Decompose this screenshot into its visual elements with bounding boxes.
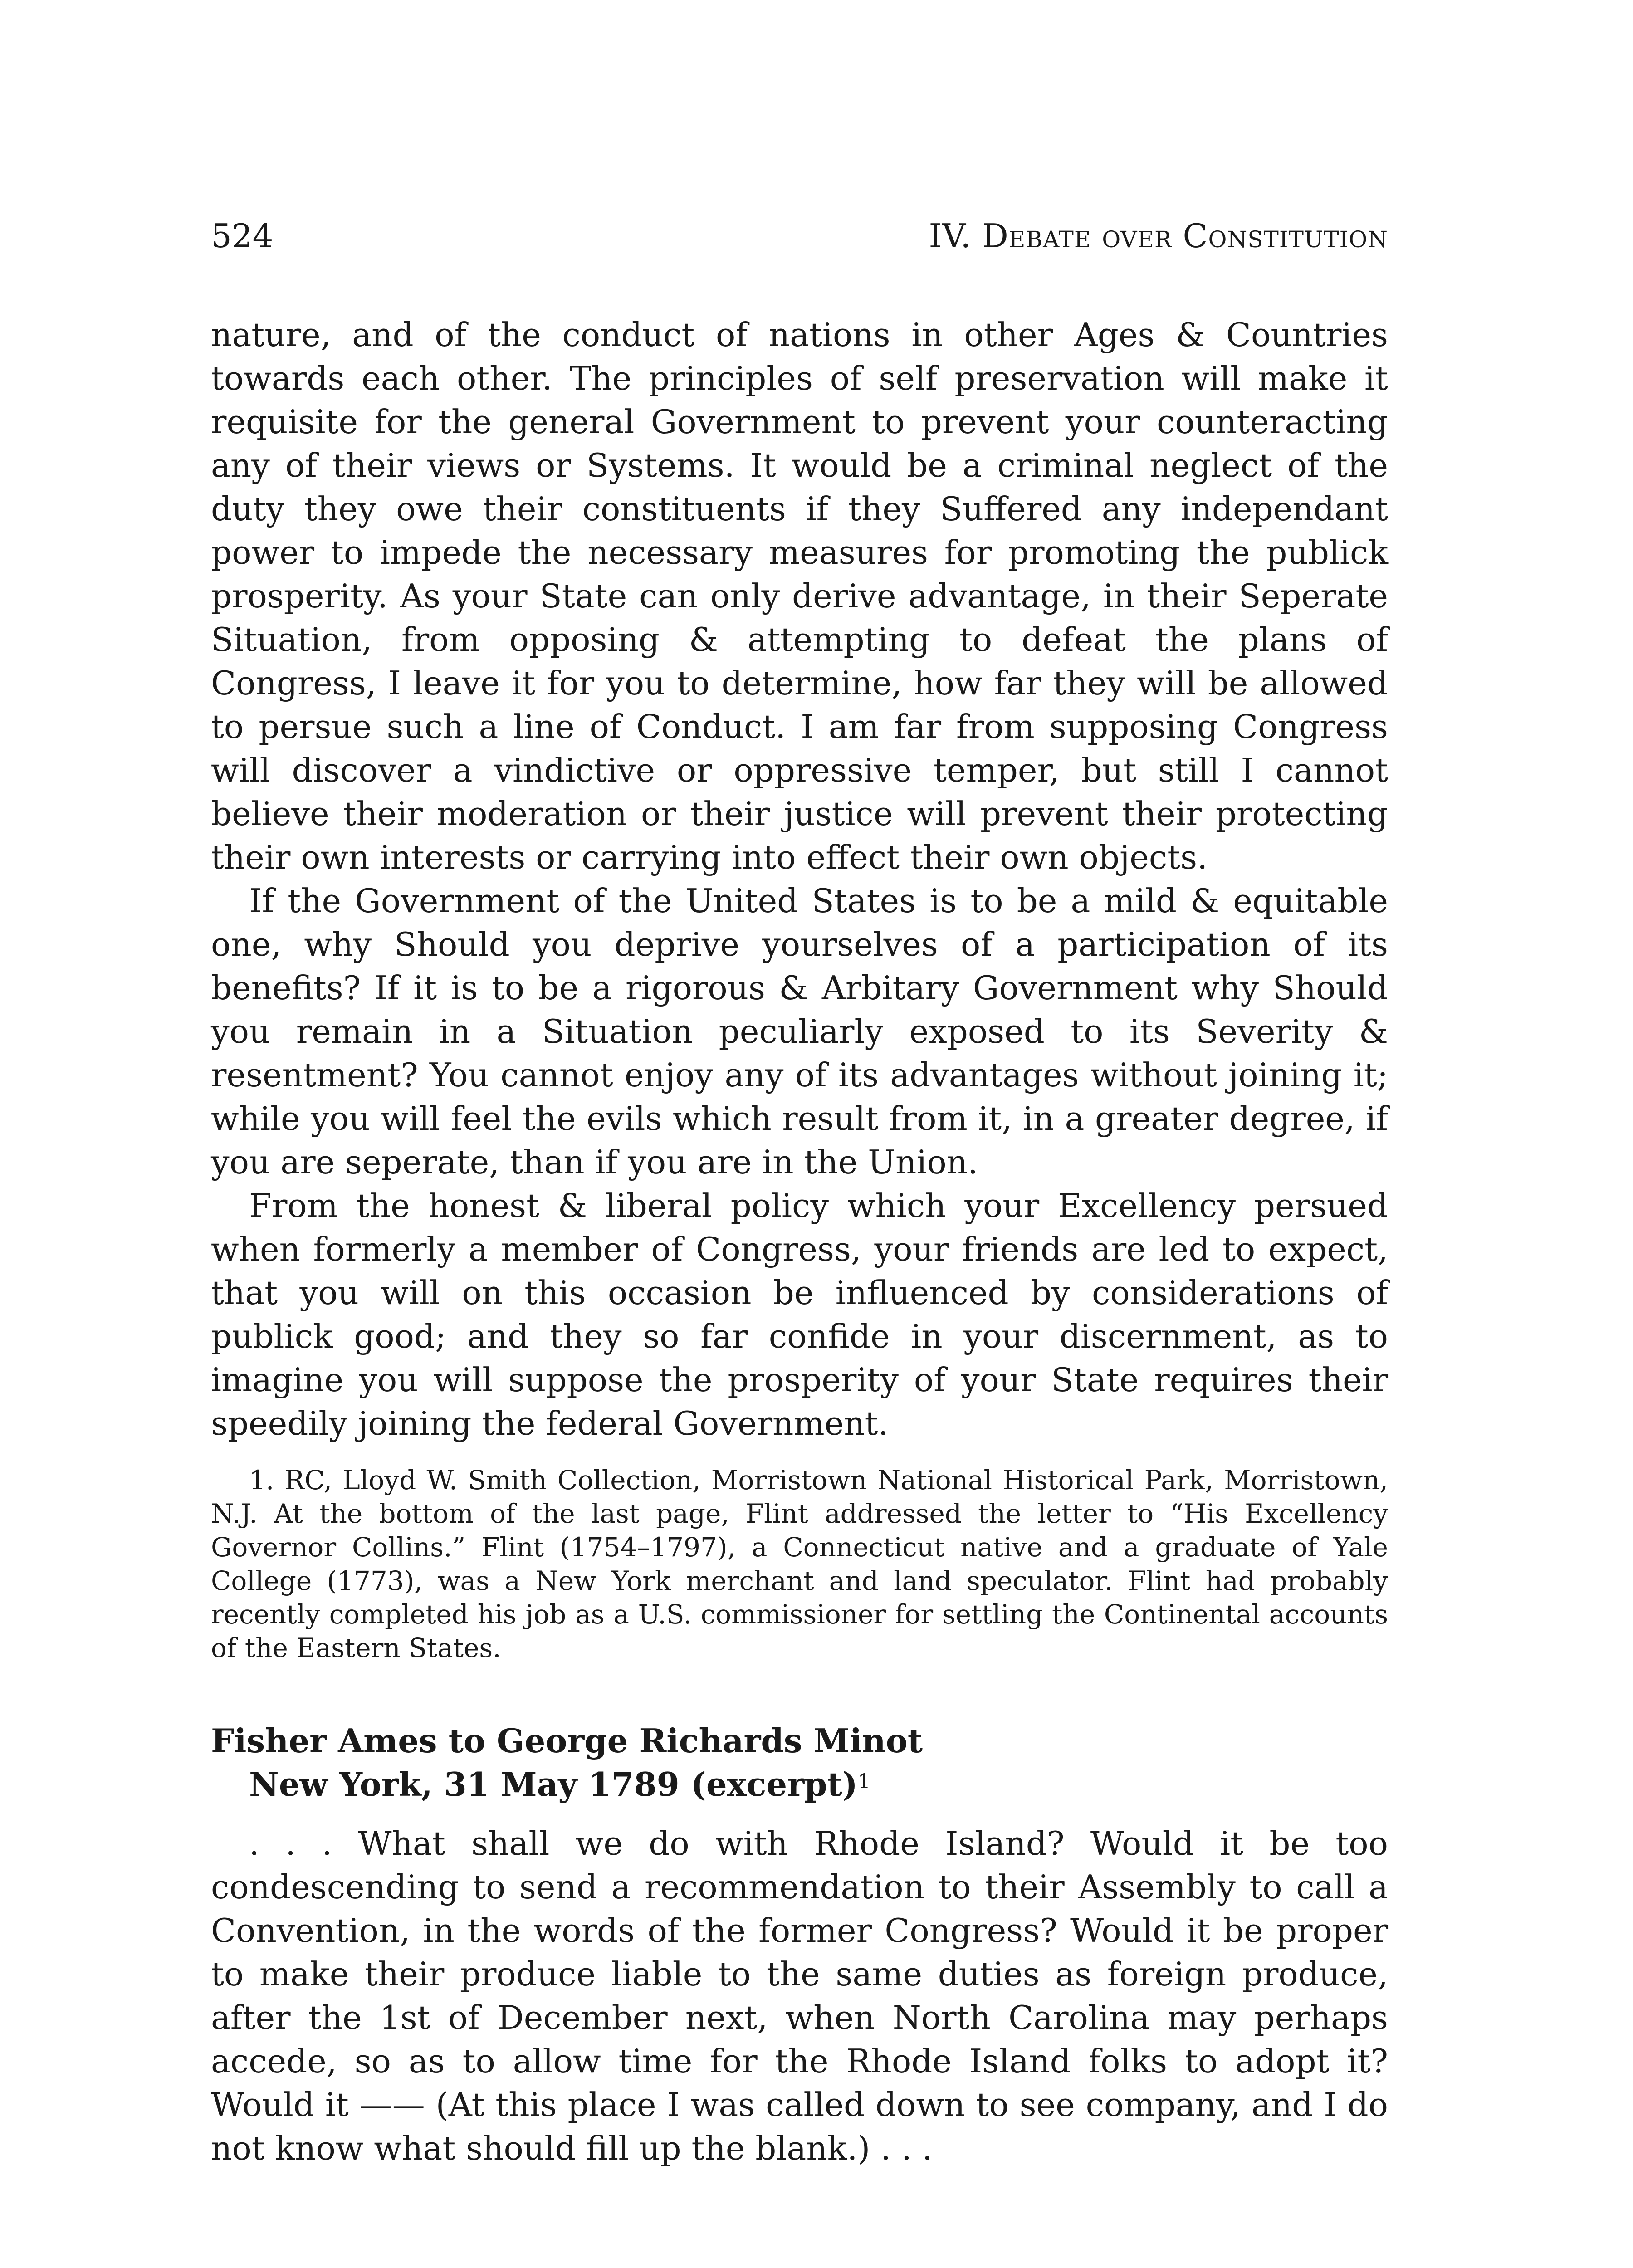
document-page: [211, 213, 1388, 2170]
footnote: 1. RC, Lloyd W. Smith Collection, Morristown National Historical Park, Morristown, N.J. At the bottom of the last page, Flint addressed the letter to “His Excellency Governor Collins.” Flint (1754–1797), a Connecticut native and a graduate of Yale College (1773), was a New York merchant and land speculator. Flint had probably recently completed his job as a U.S. commissioner for settling the Continental accounts of the Eastern States.: [211, 1465, 1388, 1663]
section-title: IV. Debate over Constitution: [929, 217, 1388, 255]
paragraph: If the Government of the United States is to be a mild & equitable one, why Should you deprive yourselves of a participation of its benefits? If it is to be a rigorous & Arbitary Government why Should you remain in a Situation peculiarly exposed to its Severity & resentment? You cannot enjoy any of its advantages without joining it; while you will feel the evils which result from it, in a greater degree, if you are seperate, than if you are in the Union.: [211, 882, 1388, 1181]
document-heading-dateline: [211, 1763, 1388, 1806]
dateline-text: New York, 31 May 1789 (excerpt): [249, 1765, 858, 1804]
footnote-marker: 1: [857, 1770, 870, 1793]
paragraph: . . . What shall we do with Rhode Island? Would it be too condescending to send a recommendation to their Assembly to call a Convention, in the words of the former Congress? Would it be proper to make their produce liable to the same duties as foreign produce, after the 1st of December next, when North Carolina may perhaps accede, so as to allow time for the Rhode Island folks to adopt it? Would it —— (At this place I was called down to see company, and I do not know what should fill up the blank.) . . .: [211, 1824, 1388, 2167]
paragraph: From the honest & liberal policy which your Excellency persued when formerly a member of Congress, your friends are led to expect, that you will on this occasion be influenced by considerations of publick good; and they so far confide in your discernment, as to imagine you will suppose the prosperity of your State requires their speedily joining the federal Government.: [211, 1187, 1388, 1442]
document-heading: [211, 1719, 1388, 1806]
page-number: 524: [211, 217, 274, 255]
running-head: [211, 213, 1388, 259]
document-text: [211, 1822, 1388, 2170]
document-heading-title: Fisher Ames to George Richards Minot: [211, 1721, 923, 1760]
letter-continuation: [211, 313, 1388, 1445]
paragraph: nature, and of the conduct of nations in other Ages & Countries towards each other. The principles of self preservation will make it requisite for the general Government to prevent your counteracting any of their views or Systems. It would be a criminal neglect of the duty they owe their constituents if they Suffered any independant power to impede the necessary measures for promoting the publick prosperity. As your State can only derive advantage, in their Seperate Situation, from opposing & attempting to defeat the plans of Congress, I leave it for you to determine, how far they will be allowed to persue such a line of Conduct. I am far from supposing Congress will discover a vindictive or oppressive temper, but still I cannot believe their moderation or their justice will prevent their protecting their own interests or carrying into effect their own objects.: [211, 316, 1388, 876]
